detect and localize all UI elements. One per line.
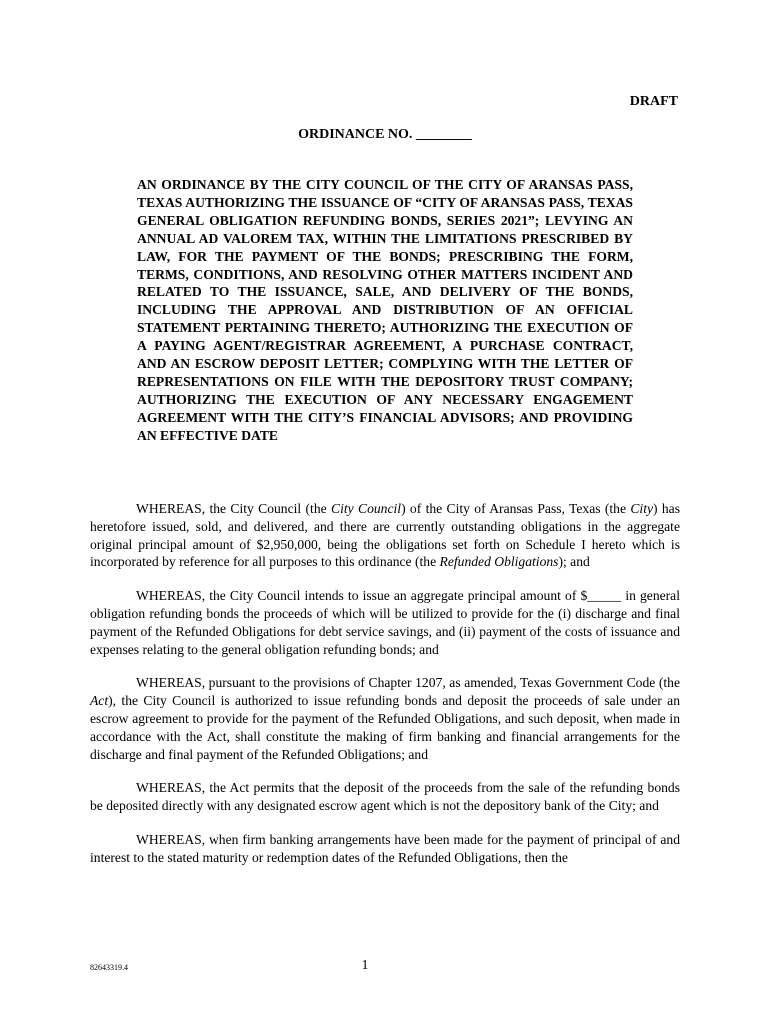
- ordinance-caption: AN ORDINANCE BY THE CITY COUNCIL OF THE CITY OF ARANSAS PASS, TEXAS AUTHORIZING THE ISSUANCE OF “CITY OF ARANSAS PASS, TEXAS GENERAL OBLIGATION REFUNDING BONDS, SERIES 2021”; LEVYING AN ANNUAL AD VALOREM TAX, WITHIN THE LIMITATIONS PRESCRIBED BY LAW, FOR THE PAYMENT OF THE BONDS; PRESCRIBING THE FORM, TERMS, CONDITIONS, AND RESOLVING OTHER MATTERS INCIDENT AND RELATED TO THE ISSUANCE, SALE, AND DELIVERY OF THE BONDS, INCLUDING THE APPROVAL AND DISTRIBUTION OF AN OFFICIAL STATEMENT PERTAINING THERETO; AUTHORIZING THE EXECUTION OF A PAYING AGENT/REGISTRAR AGREEMENT, A PURCHASE CONTRACT, AND AN ESCROW DEPOSIT LETTER; COMPLYING WITH THE LETTER OF REPRESENTATIONS ON FILE WITH THE DEPOSITORY TRUST COMPANY; AUTHORIZING THE EXECUTION OF ANY NECESSARY ENGAGEMENT AGREEMENT WITH THE CITY’S FINANCIAL ADVISORS; AND PROVIDING AN EFFECTIVE DATE: [137, 177, 633, 443]
- whereas-paragraph-5: WHEREAS, when firm banking arrangements have been made for the payment of principal of and interest to the stated maturity or redemption dates of the Refunded Obligations, then the: [90, 831, 680, 865]
- whereas-paragraph-4: WHEREAS, the Act permits that the deposit of the proceeds from the sale of the refunding bonds be deposited directly with any designated escrow agent which is not the depository bank of the City; and: [90, 780, 680, 814]
- ordinance-number: ORDINANCE NO. ________: [298, 127, 472, 142]
- whereas-paragraph-2: WHEREAS, the City Council intends to issue an aggregate principal amount of $_____ in general obligation refunding bonds the proceeds of which will be utilized to provide for the (i) discharge and final payment of the Refunded Obligations for debt service savings, and (ii) payment of the costs of issuance and expenses relating to the general obligation refunding bonds; and: [90, 588, 680, 657]
- whereas-paragraph-3: WHEREAS, pursuant to the provisions of Chapter 1207, as amended, Texas Government Code (the Act), the City Council is authorized to issue refunding bonds and deposit the proceeds of sale under an escrow agreement to provide for the payment of the Refunded Obligations, and such deposit, when made in accordance with the Act, shall constitute the making of firm banking and financial arrangements for the discharge and final payment of the Refunded Obligations; and: [90, 675, 680, 762]
- draft-label: DRAFT: [629, 94, 678, 109]
- document-id: 82643319.4: [90, 963, 128, 972]
- page-number: 1: [361, 958, 369, 973]
- whereas-paragraph-1: WHEREAS, the City Council (the City Council) of the City of Aransas Pass, Texas (the City) has heretofore issued, sold, and delivered, and there are currently outstanding obligations in the aggregate original principal amount of $2,950,000, being the obligations set forth on Schedule I hereto which is incorporated by reference for all purposes to this ordinance (the Refunded Obligations); and: [90, 501, 681, 570]
- recitals: [90, 500, 680, 883]
